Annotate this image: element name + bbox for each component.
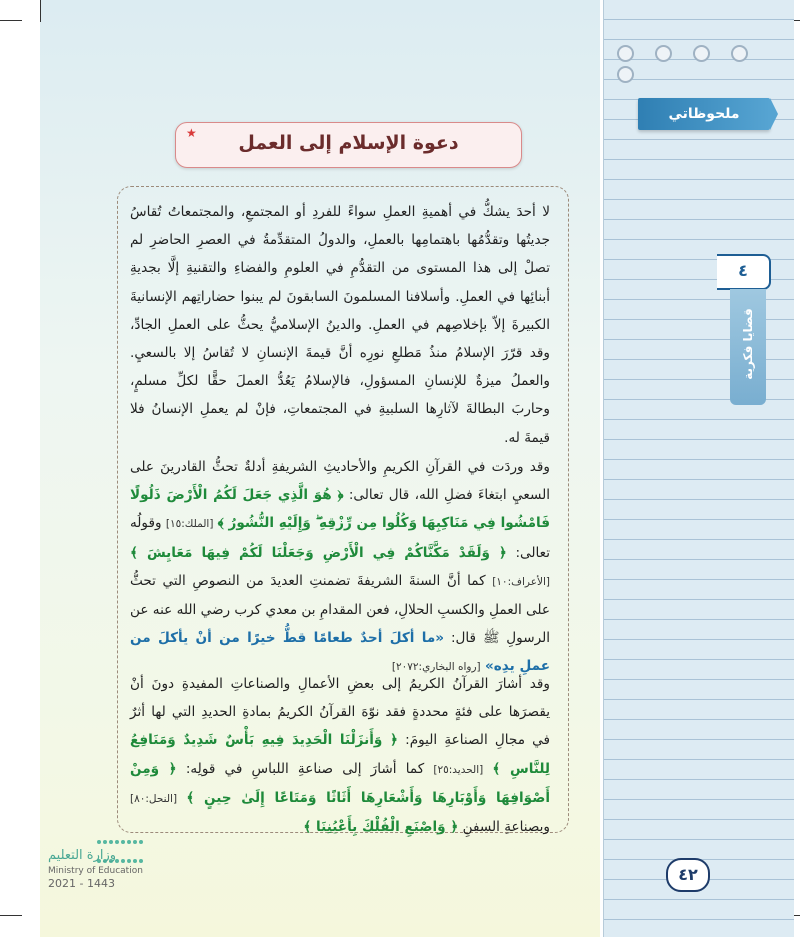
- paragraph-evidence: [130, 453, 550, 682]
- paragraph-intro: لا أحدَ يشكُّ في أهميةِ العملِ سواءً للفردِ أو المجتمعِ، والمجتمعاتُ تُقاسُ جديتُها وتقدُّمُها باهتمامِها بالعملِ، والدولُ المتقدِّمةُ في العصرِ الحاضرِ لم تصلْ إلى هذا المستوى من التقدُّمِ في العلومِ والفضاءِ والتقنيةِ إلَّا بجديةِ أبنائِها في العملِ. وأسلافنا المسلمونَ السابقونَ لم يبنوا حضاراتِهم الإنسانيةَ الكبيرةَ إلاّ بإخلاصِهم في العملِ. والدينُ الإسلاميُّ يحثُّ على العملِ الجادِّ، وقد قرّرَ الإسلامُ منذُ مَطلعِ نورِه أنَّ قيمةَ الإنسانِ لا تُقاسُ إلا بالسعيِ. والعملُ ميزةٌ للإنسانِ المسؤولِ، فالإسلامُ يَعُدُّ العملَ حقًّا لكلِّ مسلمٍ، وحاربَ البطالةَ لآثارِها السلبيةِ في المجتمعاتِ، فإنْ لم يعملِ الإنسانُ فلا قيمةَ له.: [130, 204, 550, 446]
- paragraph-industries: [130, 670, 550, 841]
- section-title-box: [175, 122, 522, 168]
- ring-icon: [731, 45, 748, 62]
- ring-icon: [617, 66, 634, 83]
- verse-reference: [النحل:٨٠]: [130, 792, 178, 805]
- ring-icon: [617, 45, 634, 62]
- paragraph-text: وبصناعةِ السفنِ: [462, 819, 550, 836]
- quran-verse: ﴿ وَاصْنَعِ الْفُلْكَ بِأَعْيُنِنَا ﴾: [303, 819, 459, 836]
- star-icon: ★: [186, 126, 197, 140]
- unit-side-tab-label: قضايا فكرية: [741, 308, 755, 380]
- paragraph-text: كما أنَّ السنةَ الشريفةَ تضمنتِ العديدَ من النصوصِ التي تحثُّ على العملِ والكسبِ الحلالِ، فعن المقدامِ بن معدي كرب رضي الله عنه عن الرسولِ ﷺ قال:: [130, 572, 550, 647]
- quran-verse: ﴿ هُوَ الَّذِي جَعَلَ لَكُمُ الْأَرْضَ ذَلُولًا فَامْشُوا فِي مَنَاكِبِهَا وَكُلُوا مِن رِّزْقِهِ ۖ وَإِلَيْهِ النُّشُورُ ﴾: [130, 487, 551, 532]
- ring-icon: [655, 45, 672, 62]
- notes-column: [603, 0, 794, 937]
- binder-rings: [617, 45, 800, 87]
- hadith-quote: «ما أكلَ أحدٌ طعامًا قطُّ خيرًا من أنْ يأكلَ من عملِ يدِه»: [130, 630, 550, 675]
- unit-side-tab: [730, 289, 766, 405]
- verse-reference: [الحديد:٢٥]: [433, 763, 484, 776]
- section-title: دعوة الإسلام إلى العمل: [238, 132, 459, 154]
- quran-verse: ﴿ وَمِنْ أَصْوَافِهَا وَأَوْبَارِهَا وَأَشْعَارِهَا أَثَاثًا وَمَتَاعًا إِلَىٰ حِينٍ ﴾: [130, 760, 550, 806]
- ministry-name-arabic: وزارة التعليم: [48, 848, 117, 863]
- crop-mark: [0, 20, 22, 21]
- hadith-reference: [رواه البخاري:٢٠٧٢]: [391, 661, 481, 674]
- ministry-name-english: Ministry of Education: [48, 866, 143, 876]
- paragraph-text: كما أشارَ إلى صناعةِ اللباسِ في قولِه:: [185, 760, 425, 777]
- page-number: ٤٢: [666, 858, 710, 892]
- paragraph-text: وقولُه تعالى:: [130, 515, 550, 561]
- verse-reference: [الملك:١٥]: [165, 518, 214, 531]
- quran-verse: ﴿ وَأَنزَلْنَا الْحَدِيدَ فِيهِ بَأْسٌ شَدِيدٌ وَمَنَافِعُ لِلنَّاسِ ﴾: [130, 732, 551, 777]
- paragraph-text: وقد وردَت في القرآنِ الكريمِ والأحاديثِ الشريفةِ أدلةٌ تحثُّ القادرينَ على السعيِ ابتغاءَ فضلِ الله، قال تعالى:: [130, 459, 550, 504]
- crop-mark: [40, 0, 41, 22]
- verse-reference: [الأعراف:١٠]: [492, 575, 550, 588]
- paragraph-text: وقد أشارَ القرآنُ الكريمُ إلى بعضِ الأعمالِ والصناعاتِ المفيدةِ دونَ أنْ يقصرَها على فئةٍ محددةٍ فقد نوّهَ القرآنُ الكريمُ بمادةِ الحديدِ التي لها أثرٌ في مجالِ الصناعةِ اليومَ:: [130, 676, 551, 749]
- crop-mark: [0, 915, 22, 916]
- ministry-logo: [48, 830, 188, 890]
- edition-year: 2021 - 1443: [48, 877, 115, 890]
- notes-label: ملحوظاتي: [638, 98, 770, 130]
- unit-number-tab: ٤: [717, 254, 771, 290]
- ring-icon: [693, 45, 710, 62]
- quran-verse: ﴿ وَلَقَدْ مَكَّنَّاكُمْ فِي الْأَرْضِ وَجَعَلْنَا لَكُمْ فِيهَا مَعَايِشَ ﴾: [130, 544, 507, 561]
